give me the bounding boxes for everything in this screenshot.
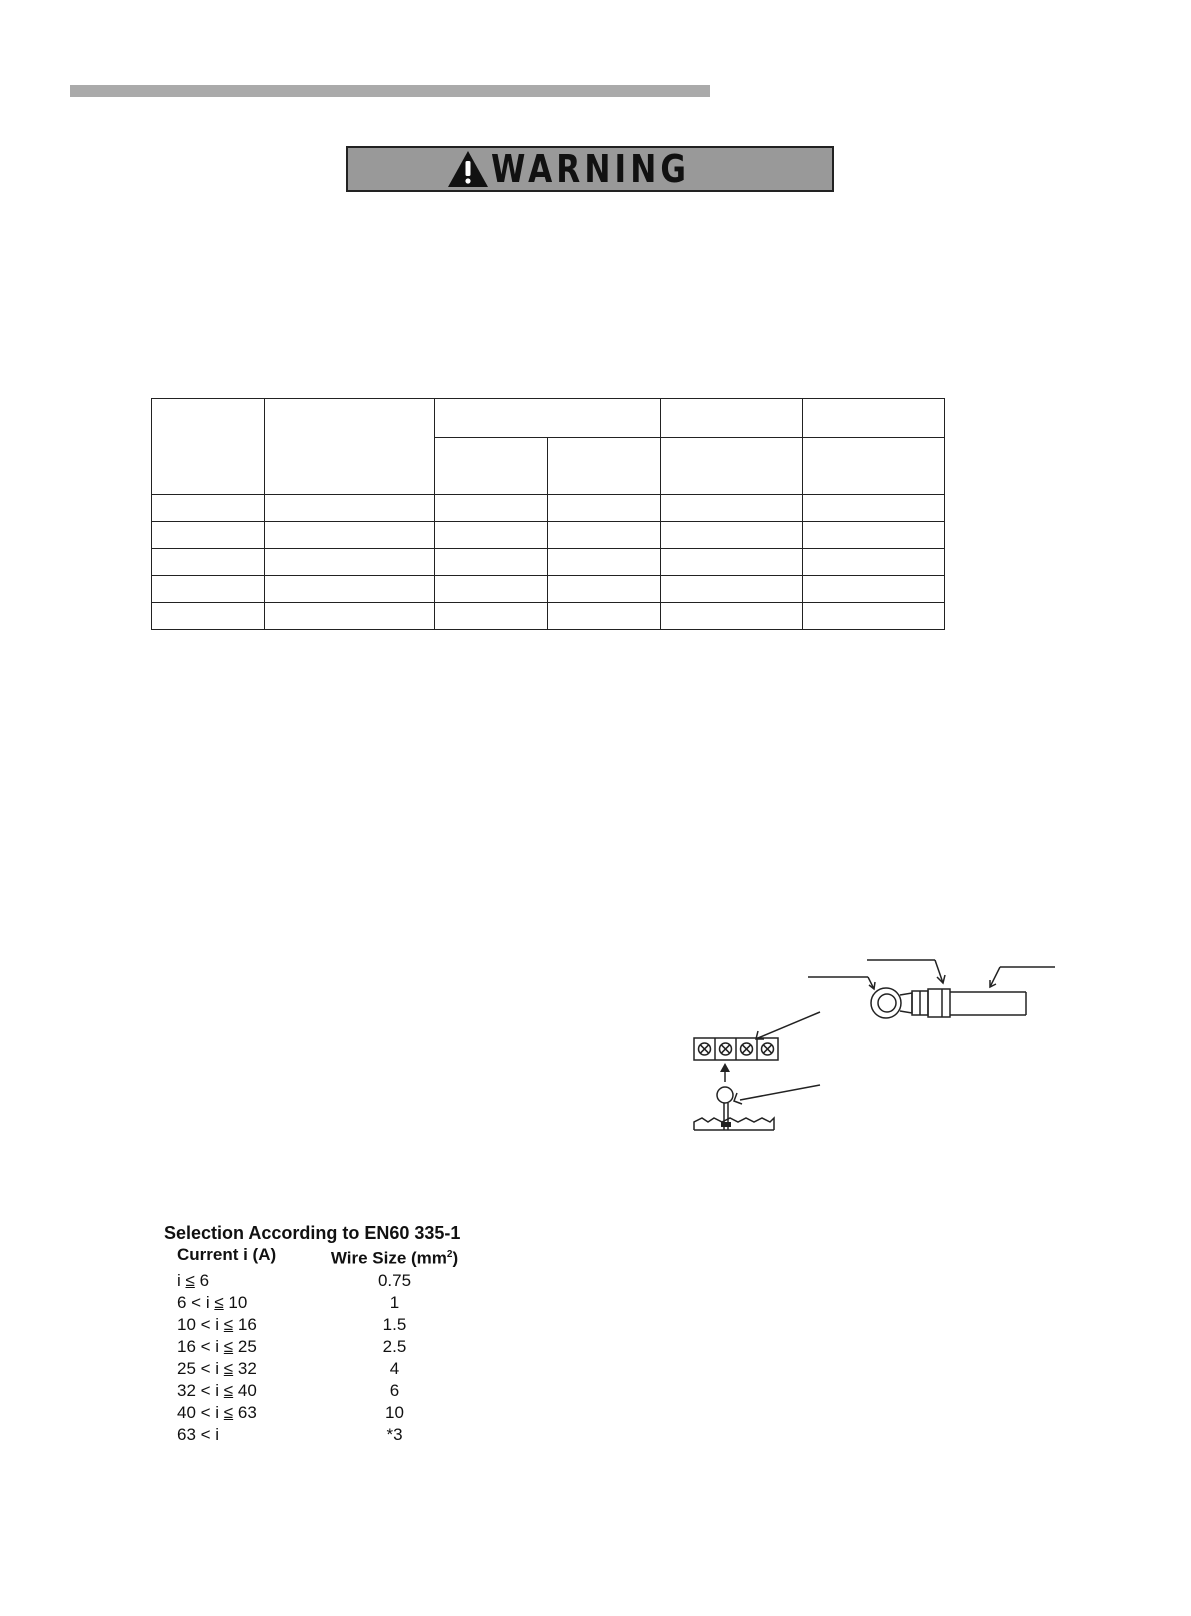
wire-size-value: 4 [389, 1358, 400, 1378]
wire-size-value: *3 [386, 1424, 403, 1444]
warning-label: WARNING [490, 147, 690, 191]
exclamation-triangle-icon [447, 150, 489, 188]
list-item [164, 1358, 472, 1380]
current-range: 32 < i ≤ 40 [177, 1380, 257, 1400]
table-row [152, 576, 945, 603]
wire-size-header [164, 1244, 472, 1270]
current-range: 40 < i ≤ 63 [177, 1402, 257, 1422]
wire-size-column-header: Wire Size $(mm^2)$ [330, 1248, 459, 1268]
table-row [152, 603, 945, 630]
list-item [164, 1380, 472, 1402]
wire-size-value: 6 [389, 1380, 400, 1400]
list-item [164, 1424, 472, 1446]
current-range: 6 < i ≤ 10 [177, 1292, 248, 1312]
table-subheader-cell [435, 438, 548, 495]
wiring-specification-table [151, 398, 945, 630]
list-item [164, 1402, 472, 1424]
section-header-bar [70, 85, 710, 97]
wire-size-value: 1.5 [382, 1314, 407, 1334]
wire-size-value: 2.5 [382, 1336, 407, 1356]
current-range: i ≤ 6 [177, 1270, 210, 1290]
wire-size-value: 0.75 [377, 1270, 412, 1290]
list-item [164, 1336, 472, 1358]
table-row [152, 522, 945, 549]
terminal-wiring-diagram [690, 955, 1070, 1135]
warning-banner [346, 146, 834, 192]
table-header-cell [435, 399, 661, 438]
table-subheader-cell [803, 438, 945, 495]
list-item [164, 1314, 472, 1336]
current-range: 25 < i ≤ 32 [177, 1358, 257, 1378]
table-header-cell [803, 399, 945, 438]
wire-size-title: Selection According to EN60 335-1 [164, 1223, 461, 1243]
current-range: 10 < i ≤ 16 [177, 1314, 257, 1334]
list-item [164, 1270, 472, 1292]
table-row [152, 495, 945, 522]
table-header-cell [152, 399, 265, 495]
table-row [152, 549, 945, 576]
wire-size-value: 10 [385, 1402, 404, 1422]
wire-size-selection [164, 1222, 472, 1446]
current-range: 63 < i [177, 1424, 220, 1444]
table-header-cell [265, 399, 435, 495]
current-range: 16 < i ≤ 25 [177, 1336, 257, 1356]
table-subheader-cell [661, 438, 803, 495]
list-item [164, 1292, 472, 1314]
table-header-cell [661, 399, 803, 438]
wire-size-value: 1 [389, 1292, 400, 1312]
terminal-block-illustration [694, 1012, 820, 1130]
current-column-header: Current i (A) [177, 1245, 277, 1264]
ring-terminal-illustration [808, 960, 1055, 1018]
table-subheader-cell [548, 438, 661, 495]
